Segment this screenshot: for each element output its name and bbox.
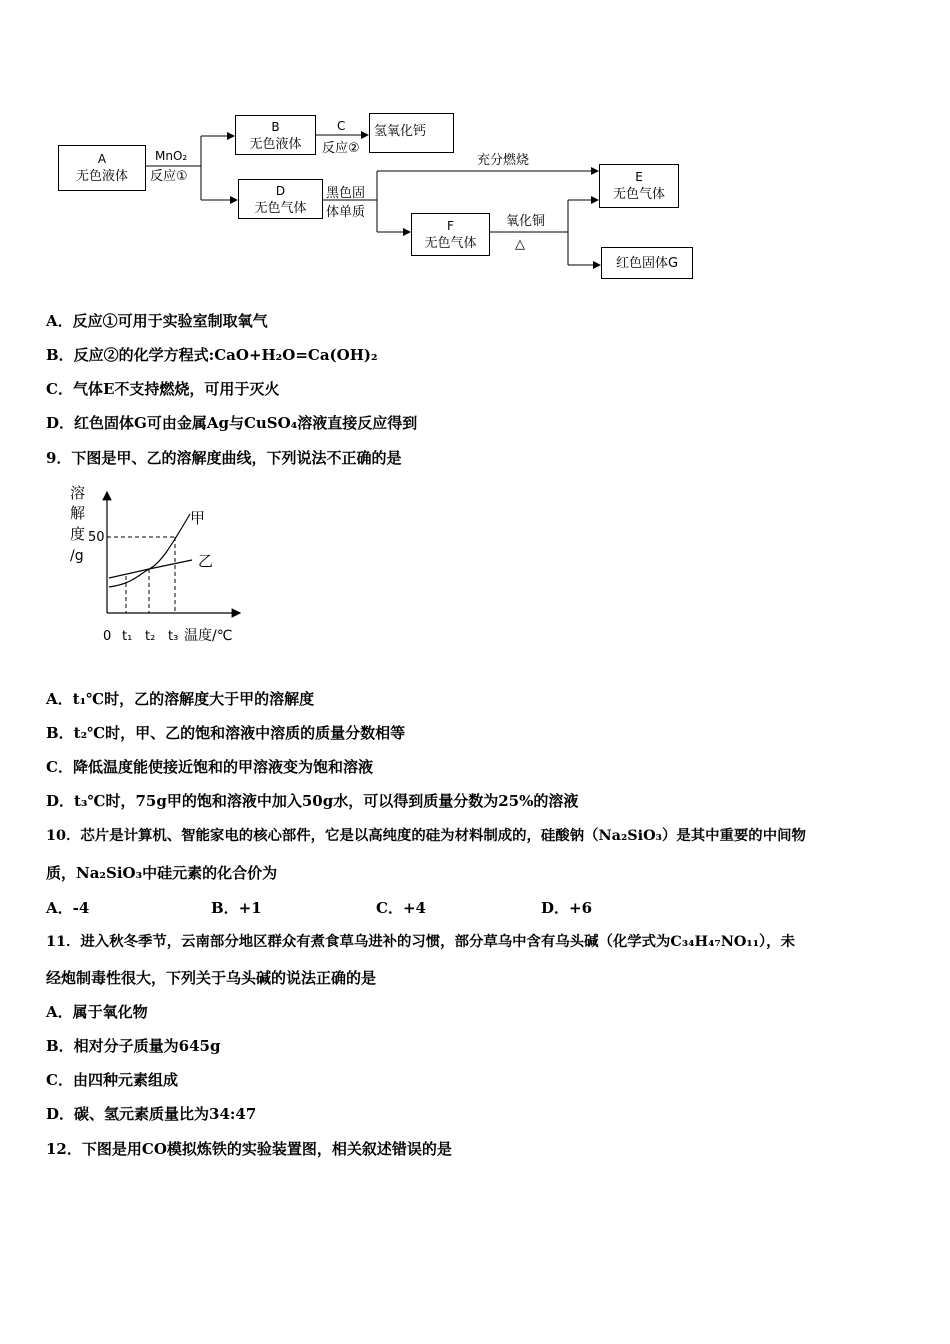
box-c-text: 氢氧化钙	[374, 124, 427, 139]
q10-option-b: B．+1	[211, 899, 262, 917]
label-reaction-1: 反应①	[150, 169, 188, 184]
q11-option-b: B．相对分子质量为645g	[46, 1037, 221, 1055]
y-label-char-2: 解	[70, 504, 86, 522]
q9-option-c: C．降低温度能使接近饱和的甲溶液变为饱和溶液	[46, 758, 373, 776]
q8-option-c: C．气体E不支持燃烧，可用于灭火	[46, 380, 280, 398]
y-label-char-3: 度	[70, 525, 86, 543]
x-tick-t3: t₃	[168, 629, 179, 644]
box-a-letter: A	[97, 152, 107, 166]
box-d	[238, 179, 323, 219]
q10-line-1: 10．芯片是计算机、智能家电的核心部件，它是以高纯度的硅为材料制成的，硅酸钠（Na₂SiO₃）是其中重要的中间物	[46, 827, 806, 844]
box-b-letter: B	[271, 120, 280, 134]
q11-line-1: 11．进入秋冬季节，云南部分地区群众有煮食草乌进补的习惯，部分草乌中含有乌头碱（化学式为C₃₄H₄₇NO₁₁），未	[46, 933, 795, 950]
q8-option-a: A．反应①可用于实验室制取氧气	[46, 312, 268, 330]
label-heat: △	[515, 237, 525, 252]
label-full-combustion: 充分燃烧	[477, 153, 530, 168]
box-b	[235, 115, 316, 155]
label-reaction-2: 反应②	[322, 141, 360, 156]
label-mno2: MnO₂	[155, 149, 188, 163]
box-f-letter: F	[447, 219, 454, 233]
q12-stem: 12．下图是用CO模拟炼铁的实验装置图，相关叙述错误的是	[46, 1140, 452, 1158]
box-f	[411, 213, 490, 256]
box-g-text: 红色固体G	[615, 256, 679, 271]
box-d-text: 无色气体	[254, 201, 307, 216]
box-d-letter: D	[275, 184, 286, 198]
q8-option-d: D．红色固体G可由金属Ag与CuSO₄溶液直接反应得到	[46, 414, 418, 432]
series-yi-label: 乙	[198, 552, 214, 570]
q11-option-d: D．碳、氢元素质量比为34:47	[46, 1105, 257, 1123]
series-jia-label: 甲	[190, 509, 206, 527]
label-black-solid-2: 体单质	[326, 205, 366, 220]
series-yi-curve	[109, 560, 192, 578]
box-g	[601, 247, 693, 279]
q10-options-row	[46, 897, 746, 919]
q10-option-a: A．-4	[46, 899, 90, 917]
box-f-text: 无色气体	[424, 236, 477, 251]
q9-stem: 9．下图是甲、乙的溶解度曲线，下列说法不正确的是	[46, 449, 402, 467]
box-a-text: 无色液体	[75, 169, 128, 184]
y-label-char-4: /g	[70, 548, 84, 564]
label-copper-oxide: 氧化铜	[506, 214, 546, 229]
y-label-char-1: 溶	[70, 484, 86, 502]
box-e-text: 无色气体	[612, 187, 665, 202]
label-black-solid-1: 黑色固	[326, 186, 366, 201]
box-c	[369, 113, 454, 153]
q10-option-d: D．+6	[541, 899, 593, 917]
q11-option-a: A．属于氧化物	[46, 1003, 148, 1021]
box-e-letter: E	[635, 170, 643, 184]
q10-option-c: C．+4	[376, 899, 426, 917]
q11-line-2: 经炮制毒性很大，下列关于乌头碱的说法正确的是	[46, 969, 377, 987]
solubility-chart-svg	[60, 480, 260, 650]
x-axis-label: 温度/℃	[184, 628, 233, 644]
box-e	[599, 164, 679, 208]
x-tick-t2: t₂	[145, 629, 156, 644]
q11-option-c: C．由四种元素组成	[46, 1071, 178, 1089]
x-tick-t1: t₁	[122, 629, 133, 644]
box-b-text: 无色液体	[249, 137, 302, 152]
box-a	[58, 145, 146, 191]
y-tick-50: 50	[88, 530, 105, 545]
q9-option-a: A．t₁℃时，乙的溶解度大于甲的溶解度	[46, 690, 315, 708]
q10-line-2: 质，Na₂SiO₃中硅元素的化合价为	[46, 864, 278, 882]
q8-option-b: B．反应②的化学方程式:CaO+H₂O=Ca(OH)₂	[46, 346, 378, 364]
origin-label: 0	[103, 629, 112, 644]
label-c: C	[337, 119, 346, 133]
solubility-chart	[60, 480, 260, 650]
q9-option-b: B．t₂℃时，甲、乙的饱和溶液中溶质的质量分数相等	[46, 724, 406, 742]
q9-option-d: D．t₃℃时，75g甲的饱和溶液中加入50g水，可以得到质量分数为25%的溶液	[46, 792, 579, 810]
